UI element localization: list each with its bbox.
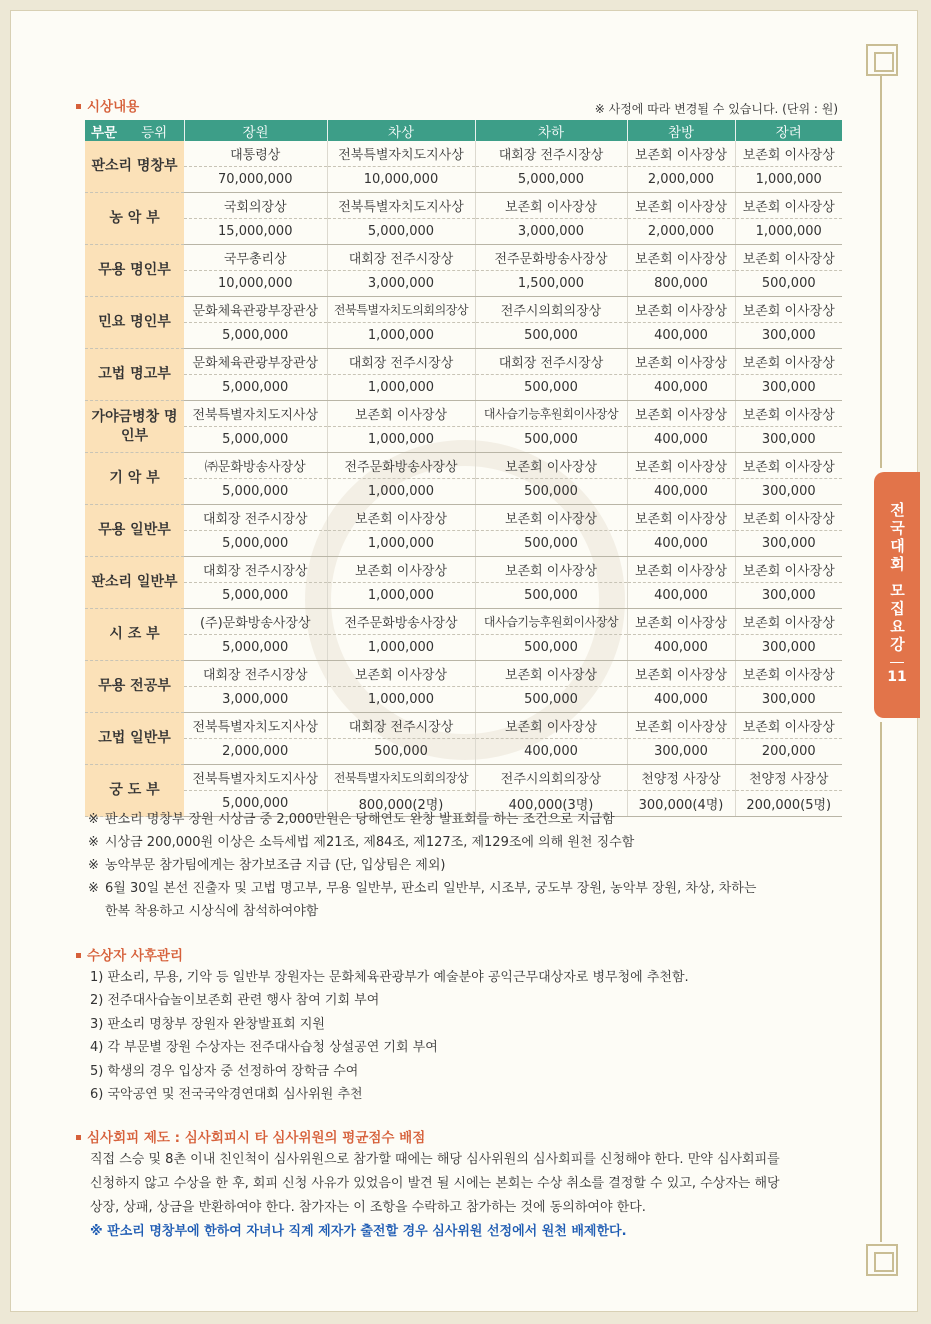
table-row-awards bbox=[85, 505, 842, 531]
prize-table bbox=[85, 120, 842, 817]
award-cell: ㈜문화방송사장상 bbox=[184, 453, 327, 479]
amount-cell: 200,000(5명) bbox=[735, 791, 842, 817]
table-row-amounts bbox=[85, 323, 842, 349]
award-cell: 보존회 이사장상 bbox=[627, 245, 735, 271]
award-cell: 보존회 이사장상 bbox=[627, 661, 735, 687]
award-cell: 천양정 사장상 bbox=[735, 765, 842, 791]
table-row-awards bbox=[85, 557, 842, 583]
note-item: ※ 판소리 명창부 장원 시상금 중 2,000만원은 당해연도 완창 발표회를 하는 조건으로 지급함 bbox=[88, 812, 615, 827]
table-row-awards bbox=[85, 765, 842, 791]
award-cell: 보존회 이사장상 bbox=[627, 349, 735, 375]
award-cell: 보존회 이사장상 bbox=[627, 557, 735, 583]
amount-cell: 300,000 bbox=[735, 479, 842, 505]
table-row-awards bbox=[85, 193, 842, 219]
bullet-icon bbox=[76, 953, 81, 958]
award-cell: 전북특별자치도지사상 bbox=[184, 401, 327, 427]
amount-cell: 2,000,000 bbox=[627, 167, 735, 193]
amount-cell: 400,000 bbox=[627, 427, 735, 453]
award-cell: 대사습기능후원회이사장상 bbox=[475, 401, 627, 427]
side-tab bbox=[874, 472, 920, 718]
award-cell: 보존회 이사장상 bbox=[475, 453, 627, 479]
amount-cell: 5,000,000 bbox=[184, 479, 327, 505]
table-row-amounts bbox=[85, 167, 842, 193]
amount-cell: 1,000,000 bbox=[327, 323, 475, 349]
table-row-amounts bbox=[85, 219, 842, 245]
recusal-paragraph bbox=[90, 1148, 840, 1244]
amount-cell: 1,000,000 bbox=[327, 375, 475, 401]
award-cell: 보존회 이사장상 bbox=[327, 401, 475, 427]
amount-cell: 300,000 bbox=[735, 531, 842, 557]
award-cell: 보존회 이사장상 bbox=[627, 713, 735, 739]
table-row-awards bbox=[85, 401, 842, 427]
amount-cell: 5,000,000 bbox=[184, 791, 327, 817]
amount-cell: 500,000 bbox=[475, 323, 627, 349]
award-cell: 보존회 이사장상 bbox=[735, 141, 842, 167]
category-cell: 무용 명인부 bbox=[85, 245, 184, 297]
category-cell: 궁 도 부 bbox=[85, 765, 184, 817]
column-header: 차상 bbox=[327, 120, 475, 141]
table-row-amounts bbox=[85, 739, 842, 765]
amount-cell: 300,000(4명) bbox=[627, 791, 735, 817]
amount-cell: 400,000 bbox=[627, 583, 735, 609]
page-number: 11 bbox=[887, 669, 907, 686]
award-cell: 보존회 이사장상 bbox=[475, 505, 627, 531]
paragraph-line: 신청하지 않고 수상을 한 후, 회피 신청 사유가 있었음이 발견 될 시에는 본회는 수상 취소를 결정할 수 있고, 수상자는 해당 bbox=[90, 1176, 780, 1191]
amount-cell: 800,000(2명) bbox=[327, 791, 475, 817]
category-cell: 판소리 일반부 bbox=[85, 557, 184, 609]
table-row-awards bbox=[85, 141, 842, 167]
side-tab-title: 전국대회 모집요강 bbox=[888, 502, 906, 655]
table-row-amounts bbox=[85, 531, 842, 557]
award-cell: 문화체육관광부장관상 bbox=[184, 349, 327, 375]
award-cell: 보존회 이사장상 bbox=[735, 713, 842, 739]
amount-cell: 1,000,000 bbox=[327, 531, 475, 557]
amount-cell: 5,000,000 bbox=[184, 323, 327, 349]
frame-line-bottom bbox=[880, 722, 882, 1242]
award-cell: (주)문화방송사장상 bbox=[184, 609, 327, 635]
award-cell: 보존회 이사장상 bbox=[627, 141, 735, 167]
table-row-amounts bbox=[85, 427, 842, 453]
amount-cell: 5,000,000 bbox=[184, 427, 327, 453]
amount-cell: 500,000 bbox=[735, 271, 842, 297]
amount-cell: 15,000,000 bbox=[184, 219, 327, 245]
list-item: 2) 전주대사습놀이보존회 관련 행사 참여 기회 부여 bbox=[90, 993, 380, 1009]
amount-cell: 500,000 bbox=[475, 427, 627, 453]
amount-cell: 5,000,000 bbox=[327, 219, 475, 245]
award-cell: 대사습기능후원회이사장상 bbox=[475, 609, 627, 635]
award-cell: 보존회 이사장상 bbox=[735, 557, 842, 583]
award-cell: 전북특별자치도의회의장상 bbox=[327, 297, 475, 323]
award-cell: 보존회 이사장상 bbox=[735, 349, 842, 375]
amount-cell: 300,000 bbox=[735, 427, 842, 453]
table-row-awards bbox=[85, 349, 842, 375]
category-cell: 고법 명고부 bbox=[85, 349, 184, 401]
amount-cell: 1,000,000 bbox=[327, 583, 475, 609]
award-cell: 전북특별자치도지사상 bbox=[327, 141, 475, 167]
amount-cell: 500,000 bbox=[475, 531, 627, 557]
amount-cell: 300,000 bbox=[735, 583, 842, 609]
award-cell: 전북특별자치도의회의장상 bbox=[327, 765, 475, 791]
table-row-amounts bbox=[85, 271, 842, 297]
amount-cell: 500,000 bbox=[475, 583, 627, 609]
award-cell: 국무총리상 bbox=[184, 245, 327, 271]
category-cell: 무용 일반부 bbox=[85, 505, 184, 557]
amount-cell: 3,000,000 bbox=[475, 219, 627, 245]
award-cell: 보존회 이사장상 bbox=[735, 609, 842, 635]
category-cell: 농 악 부 bbox=[85, 193, 184, 245]
award-cell: 대회장 전주시장상 bbox=[184, 661, 327, 687]
list-item: 4) 각 부문별 장원 수상자는 전주대사습청 상설공연 기회 부여 bbox=[90, 1040, 438, 1056]
amount-cell: 400,000 bbox=[627, 479, 735, 505]
category-cell: 시 조 부 bbox=[85, 609, 184, 661]
award-cell: 대통령상 bbox=[184, 141, 327, 167]
award-cell: 보존회 이사장상 bbox=[735, 661, 842, 687]
paragraph-line: 상장, 상패, 상금을 반환하여야 한다. 참가자는 이 조항을 수락하고 참가하는 것에 동의하여야 한다. bbox=[90, 1200, 646, 1215]
aftercare-list bbox=[90, 966, 689, 1106]
award-cell: 보존회 이사장상 bbox=[735, 505, 842, 531]
column-header: 장려 bbox=[735, 120, 842, 141]
award-cell: 보존회 이사장상 bbox=[327, 661, 475, 687]
section-recusal-heading: 심사회피 제도 : 심사회피시 타 심사위원의 평균점수 배점 bbox=[76, 1126, 425, 1146]
table-row-amounts bbox=[85, 479, 842, 505]
amount-cell: 300,000 bbox=[735, 323, 842, 349]
award-cell: 전주문화방송사장상 bbox=[475, 245, 627, 271]
amount-cell: 400,000 bbox=[627, 635, 735, 661]
award-cell: 천양정 사장상 bbox=[627, 765, 735, 791]
category-cell: 가야금병창 명인부 bbox=[85, 401, 184, 453]
award-cell: 보존회 이사장상 bbox=[735, 297, 842, 323]
table-row-awards bbox=[85, 245, 842, 271]
award-cell: 보존회 이사장상 bbox=[735, 245, 842, 271]
award-cell: 대회장 전주시장상 bbox=[327, 713, 475, 739]
award-cell: 전주시의회의장상 bbox=[475, 297, 627, 323]
amount-cell: 1,000,000 bbox=[735, 167, 842, 193]
award-cell: 문화체육관광부장관상 bbox=[184, 297, 327, 323]
column-header: 장원 bbox=[184, 120, 327, 141]
header-corner: 부문 등위 bbox=[85, 120, 184, 141]
amount-cell: 300,000 bbox=[735, 635, 842, 661]
amount-cell: 500,000 bbox=[475, 687, 627, 713]
award-cell: 보존회 이사장상 bbox=[475, 193, 627, 219]
amount-cell: 300,000 bbox=[735, 375, 842, 401]
award-cell: 전주문화방송사장상 bbox=[327, 609, 475, 635]
amount-cell: 400,000 bbox=[475, 739, 627, 765]
bullet-icon bbox=[76, 1135, 81, 1140]
amount-cell: 5,000,000 bbox=[184, 583, 327, 609]
award-cell: 보존회 이사장상 bbox=[627, 401, 735, 427]
recusal-highlight: ※ 판소리 명창부에 한하여 자녀나 직계 제자가 출전할 경우 심사위원 선정에서 원천 배제한다. bbox=[90, 1224, 627, 1239]
list-item: 1) 판소리, 무용, 기악 등 일반부 장원자는 문화체육관광부가 예술분야 공익근무대상자로 병무청에 추천함. bbox=[90, 970, 689, 985]
award-cell: 보존회 이사장상 bbox=[475, 713, 627, 739]
amount-cell: 500,000 bbox=[327, 739, 475, 765]
amount-cell: 1,000,000 bbox=[327, 635, 475, 661]
note-item: ※ 6월 30일 본선 진출자 및 고법 명고부, 무용 일반부, 판소리 일반부, 시조부, 궁도부 장원, 농악부 장원, 차상, 차하는 bbox=[88, 881, 757, 896]
table-row-amounts bbox=[85, 375, 842, 401]
table-row-amounts bbox=[85, 583, 842, 609]
corner-pattern-bottom bbox=[866, 1244, 898, 1276]
amount-cell: 70,000,000 bbox=[184, 167, 327, 193]
table-row-awards bbox=[85, 609, 842, 635]
section-prize-heading: 시상내용 bbox=[76, 95, 139, 115]
award-cell: 보존회 이사장상 bbox=[735, 401, 842, 427]
category-cell: 판소리 명창부 bbox=[85, 141, 184, 193]
amount-cell: 800,000 bbox=[627, 271, 735, 297]
category-cell: 기 악 부 bbox=[85, 453, 184, 505]
amount-cell: 500,000 bbox=[475, 479, 627, 505]
award-cell: 보존회 이사장상 bbox=[327, 505, 475, 531]
bullet-icon bbox=[76, 104, 81, 109]
amount-cell: 1,000,000 bbox=[327, 427, 475, 453]
amount-cell: 5,000,000 bbox=[184, 635, 327, 661]
category-cell: 고법 일반부 bbox=[85, 713, 184, 765]
amount-cell: 400,000 bbox=[627, 375, 735, 401]
category-cell: 무용 전공부 bbox=[85, 661, 184, 713]
award-cell: 전북특별자치도지사상 bbox=[184, 713, 327, 739]
award-cell: 보존회 이사장상 bbox=[627, 505, 735, 531]
amount-cell: 2,000,000 bbox=[627, 219, 735, 245]
amount-cell: 400,000 bbox=[627, 531, 735, 557]
table-row-awards bbox=[85, 453, 842, 479]
award-cell: 보존회 이사장상 bbox=[475, 661, 627, 687]
amount-cell: 5,000,000 bbox=[475, 167, 627, 193]
amount-cell: 10,000,000 bbox=[327, 167, 475, 193]
amount-cell: 1,000,000 bbox=[327, 687, 475, 713]
amount-cell: 200,000 bbox=[735, 739, 842, 765]
amount-cell: 1,500,000 bbox=[475, 271, 627, 297]
amount-cell: 3,000,000 bbox=[327, 271, 475, 297]
amount-cell: 400,000 bbox=[627, 323, 735, 349]
award-cell: 대회장 전주시장상 bbox=[327, 245, 475, 271]
list-item: 6) 국악공연 및 전국국악경연대회 심사위원 추천 bbox=[90, 1087, 363, 1103]
award-cell: 보존회 이사장상 bbox=[627, 193, 735, 219]
amount-cell: 2,000,000 bbox=[184, 739, 327, 765]
amount-cell: 5,000,000 bbox=[184, 531, 327, 557]
award-cell: 대회장 전주시장상 bbox=[475, 349, 627, 375]
column-header: 차하 bbox=[475, 120, 627, 141]
notes bbox=[88, 808, 848, 923]
award-cell: 보존회 이사장상 bbox=[475, 557, 627, 583]
amount-cell: 1,000,000 bbox=[735, 219, 842, 245]
award-cell: 보존회 이사장상 bbox=[735, 453, 842, 479]
award-cell: 대회장 전주시장상 bbox=[327, 349, 475, 375]
amount-cell: 400,000 bbox=[627, 687, 735, 713]
award-cell: 대회장 전주시장상 bbox=[475, 141, 627, 167]
amount-cell: 500,000 bbox=[475, 635, 627, 661]
award-cell: 보존회 이사장상 bbox=[627, 453, 735, 479]
award-cell: 전주시의회의장상 bbox=[475, 765, 627, 791]
amount-cell: 300,000 bbox=[735, 687, 842, 713]
award-cell: 전북특별자치도지사상 bbox=[184, 765, 327, 791]
amount-cell: 400,000(3명) bbox=[475, 791, 627, 817]
prize-table-body bbox=[85, 141, 842, 817]
amount-cell: 3,000,000 bbox=[184, 687, 327, 713]
list-item: 5) 학생의 경우 입상자 중 선정하여 장학금 수여 bbox=[90, 1063, 359, 1079]
table-row-awards bbox=[85, 661, 842, 687]
amount-cell: 5,000,000 bbox=[184, 375, 327, 401]
side-tab-divider bbox=[890, 662, 904, 663]
award-cell: 보존회 이사장상 bbox=[735, 193, 842, 219]
award-cell: 전주문화방송사장상 bbox=[327, 453, 475, 479]
award-cell: 보존회 이사장상 bbox=[327, 557, 475, 583]
award-cell: 보존회 이사장상 bbox=[627, 297, 735, 323]
note-item: ※ 시상금 200,000원 이상은 소득세법 제21조, 제84조, 제127조, 제129조에 의해 원천 징수함 bbox=[88, 835, 635, 850]
award-cell: 전북특별자치도지사상 bbox=[327, 193, 475, 219]
table-row-amounts bbox=[85, 635, 842, 661]
amount-cell: 300,000 bbox=[627, 739, 735, 765]
award-cell: 대회장 전주시장상 bbox=[184, 505, 327, 531]
amount-cell: 500,000 bbox=[475, 375, 627, 401]
award-cell: 국회의장상 bbox=[184, 193, 327, 219]
amount-cell: 10,000,000 bbox=[184, 271, 327, 297]
category-cell: 민요 명인부 bbox=[85, 297, 184, 349]
note-item-continued: 한복 착용하고 시상식에 참석하여야함 bbox=[105, 904, 319, 919]
award-cell: 보존회 이사장상 bbox=[627, 609, 735, 635]
paragraph-line: 직접 스승 및 8촌 이내 친인척이 심사위원으로 참가할 때에는 해당 심사위원의 심사회피를 신청해야 한다. 만약 심사회피를 bbox=[90, 1152, 780, 1167]
section-aftercare-heading: 수상자 사후관리 bbox=[76, 944, 183, 964]
note-item: ※ 농악부문 참가팀에게는 참가보조금 지급 (단, 입상팀은 제외) bbox=[88, 858, 446, 873]
frame-line-top bbox=[880, 76, 882, 468]
list-item: 3) 판소리 명창부 장원자 완창발표회 지원 bbox=[90, 1016, 325, 1032]
table-row-awards bbox=[85, 297, 842, 323]
column-header: 참방 bbox=[627, 120, 735, 141]
amount-cell: 1,000,000 bbox=[327, 479, 475, 505]
table-header-row bbox=[85, 120, 842, 141]
table-row-awards bbox=[85, 713, 842, 739]
award-cell: 대회장 전주시장상 bbox=[184, 557, 327, 583]
table-row-amounts bbox=[85, 687, 842, 713]
unit-note: ※ 사정에 따라 변경될 수 있습니다. (단위 : 원) bbox=[594, 102, 838, 116]
corner-pattern-top bbox=[866, 44, 898, 76]
